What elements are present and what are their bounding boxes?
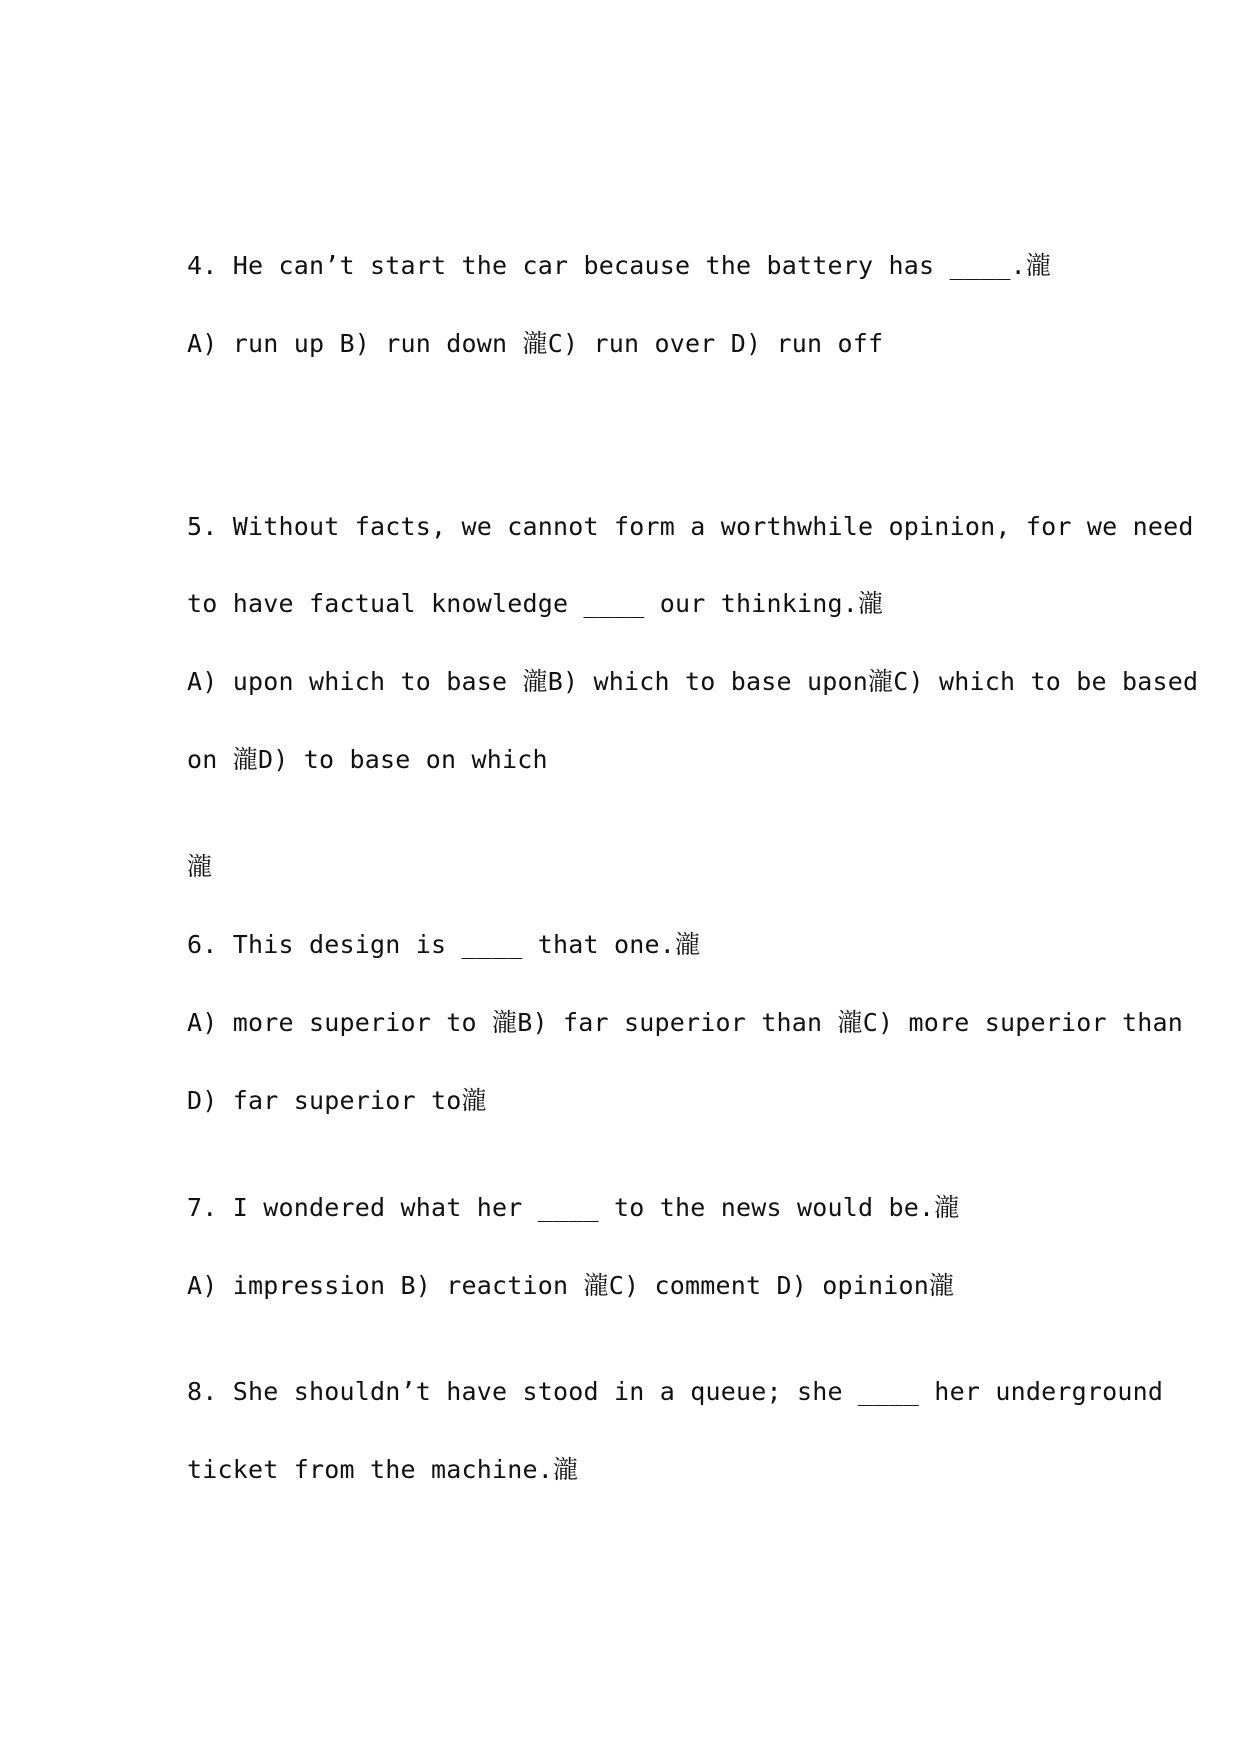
question-7-stem: 7. I wondered what her ____ to the news would be.瀧	[187, 1193, 960, 1222]
question-4-stem: 4. He can’t start the car because the battery has ____.瀧	[187, 251, 1052, 280]
question-5-options-line-1: A) upon which to base 瀧B) which to base upon瀧C) which to be based	[187, 667, 1199, 696]
question-4-options: A) run up B) run down 瀧C) run over D) run off	[187, 329, 884, 358]
question-6-stem: 6. This design is ____ that one.瀧	[187, 930, 701, 959]
question-7-options: A) impression B) reaction 瀧C) comment D) opinion瀧	[187, 1271, 955, 1300]
question-5-trailing-mark: 瀧	[187, 852, 213, 881]
question-6-options-line-1: A) more superior to 瀧B) far superior than 瀧C) more superior than	[187, 1008, 1183, 1037]
question-5-options-line-2: on 瀧D) to base on which	[187, 745, 548, 774]
question-6-options-line-2: D) far superior to瀧	[187, 1086, 487, 1115]
question-8-stem-line-2: ticket from the machine.瀧	[187, 1455, 579, 1484]
question-5-stem-line-1: 5. Without facts, we cannot form a worthwhile opinion, for we need	[187, 512, 1194, 541]
question-8-stem-line-1: 8. She shouldn’t have stood in a queue; she ____ her underground	[187, 1377, 1164, 1406]
question-5-stem-line-2: to have factual knowledge ____ our thinking.瀧	[187, 589, 884, 618]
